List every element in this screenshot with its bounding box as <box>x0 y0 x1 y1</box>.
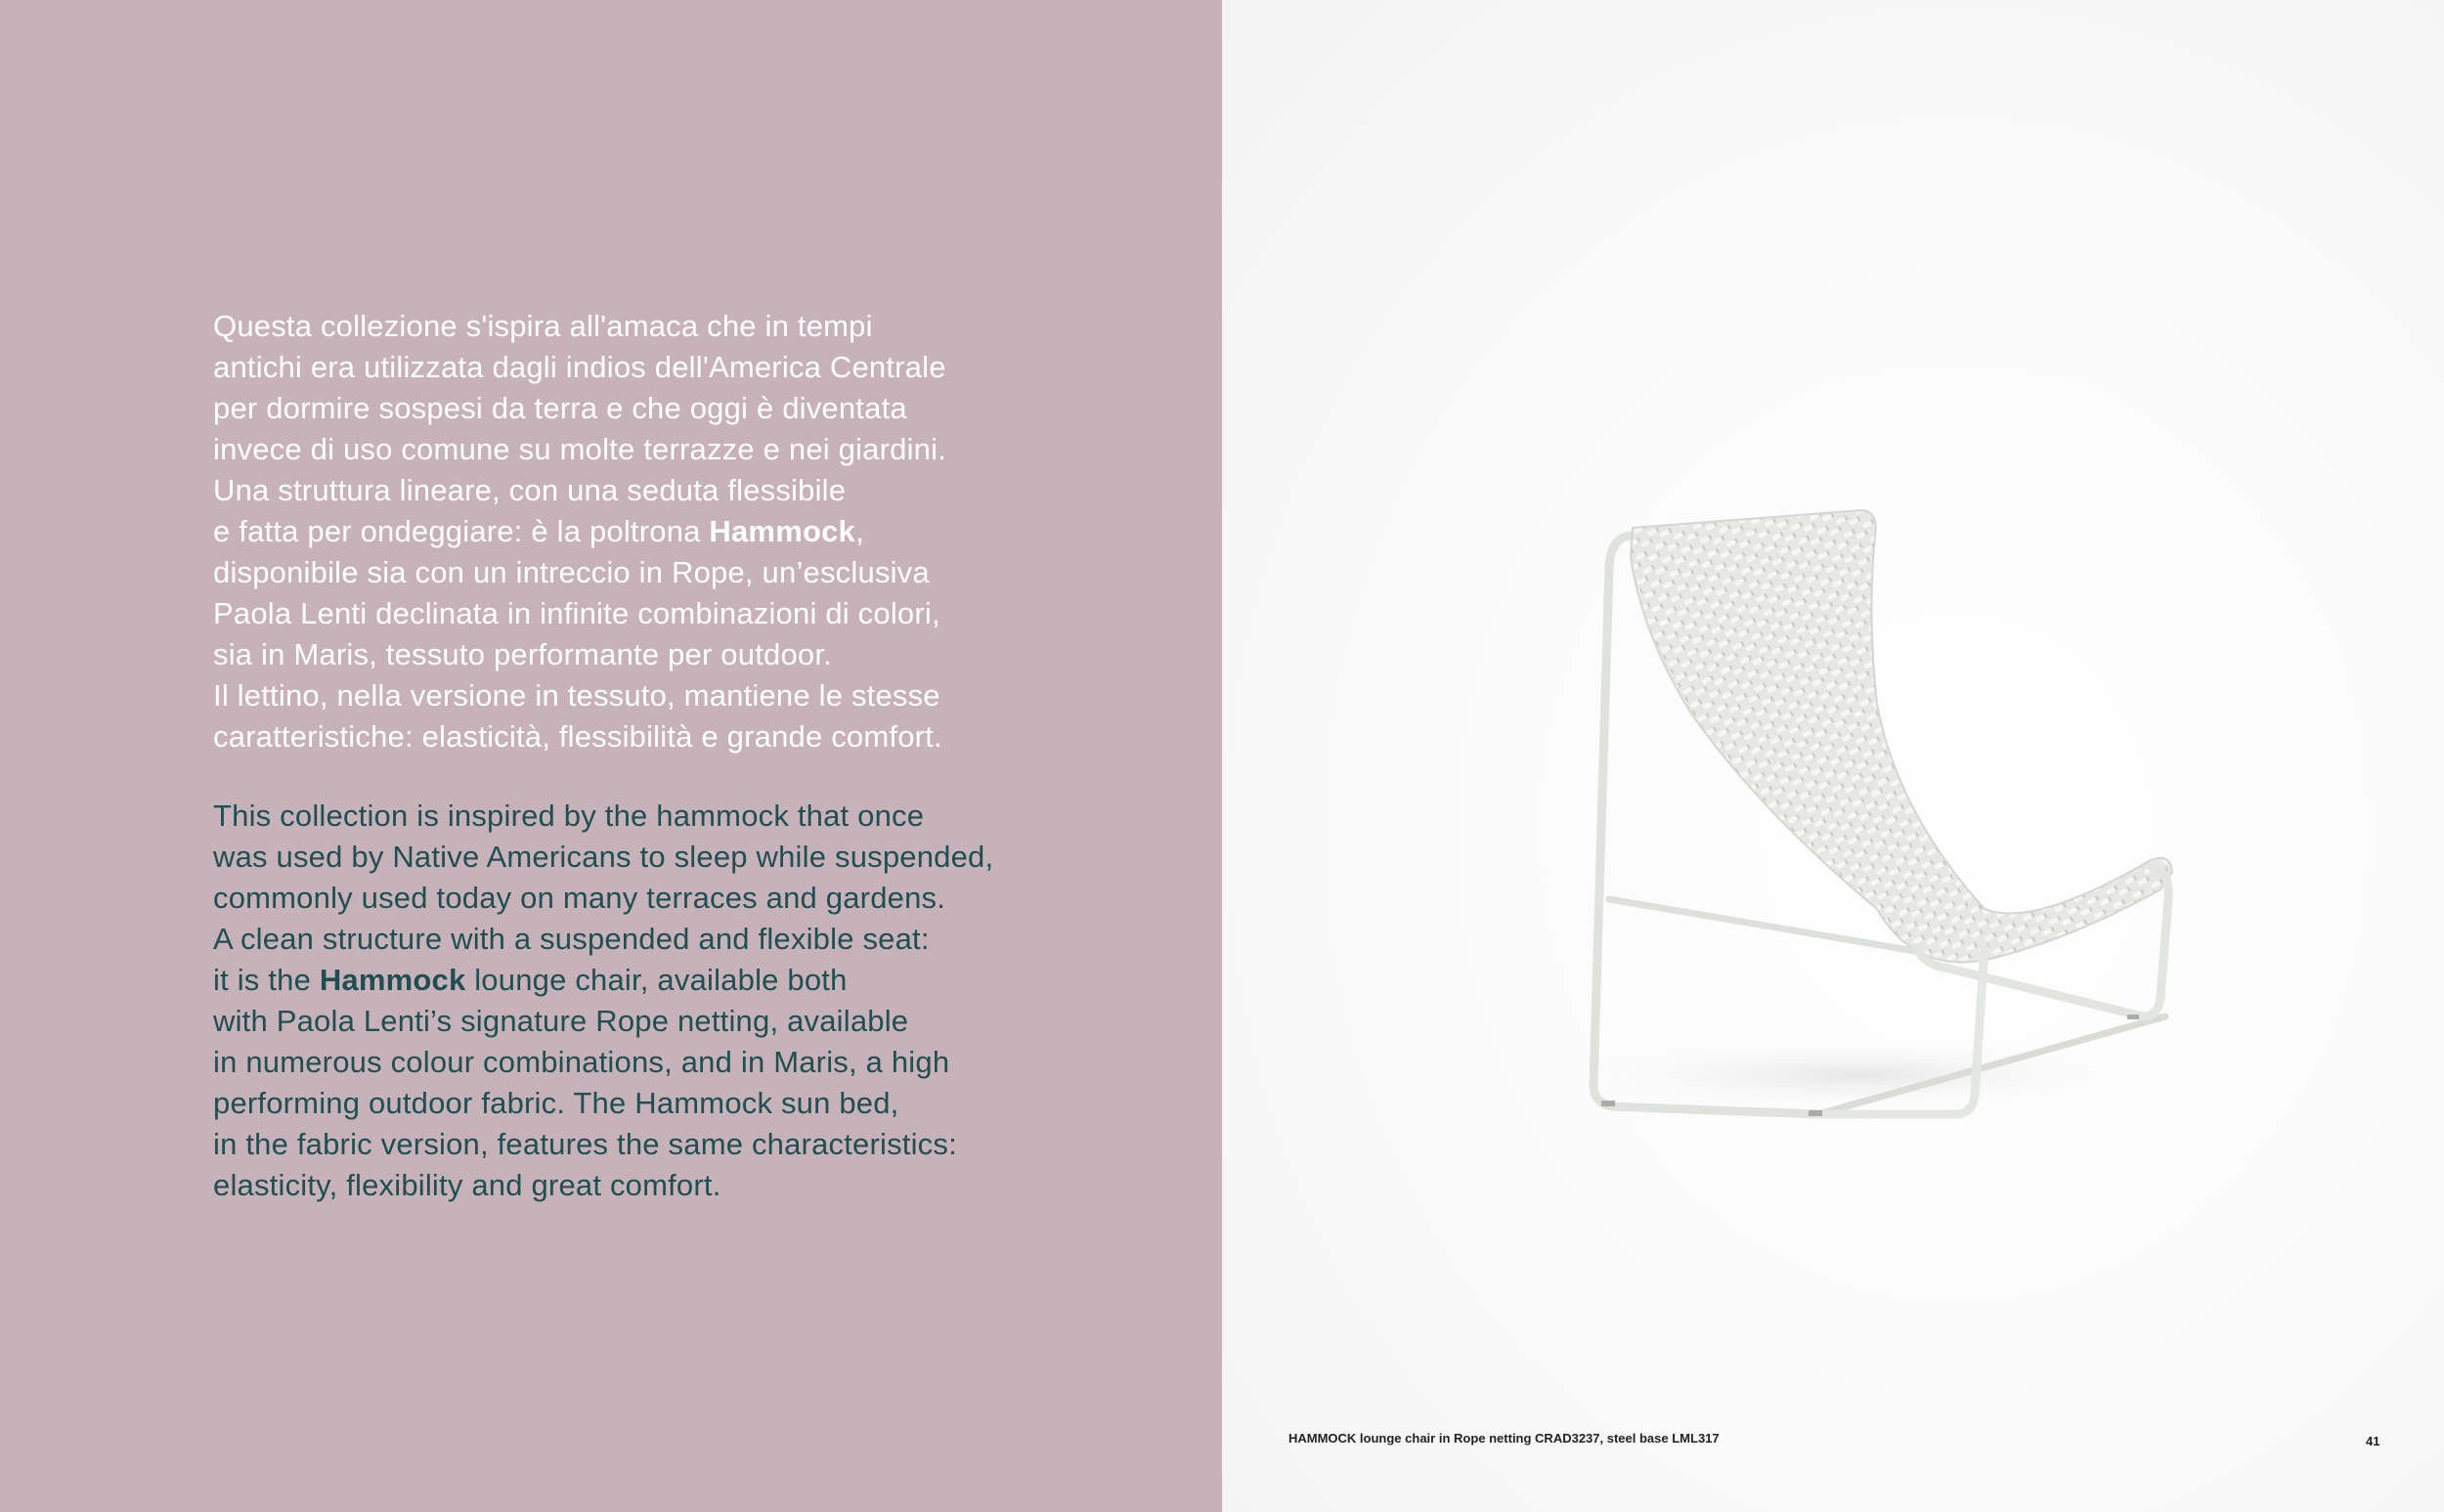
italian-line-with-product-name <box>213 511 1093 552</box>
italian-line: Una struttura lineare, con una seduta flessibile <box>213 473 847 507</box>
english-line-end: lounge chair, available both <box>465 963 848 997</box>
lounge-chair-photo <box>1525 489 2190 1134</box>
italian-line: Paola Lenti declinata in infinite combinazioni di colori, <box>213 596 940 630</box>
italian-line: invece di uso comune su molte terrazze e nei giardini. <box>213 432 947 466</box>
italian-line: Il lettino, nella versione in tessuto, mantiene le stesse <box>213 678 940 713</box>
chair-foot <box>1809 1110 1822 1116</box>
english-line-start: it is the <box>213 963 320 997</box>
chair-foot <box>2127 1015 2139 1019</box>
chair-foot <box>1601 1101 1615 1106</box>
english-line-with-product-name <box>213 960 1093 1001</box>
english-line: A clean structure with a suspended and flexible seat: <box>213 922 930 956</box>
chair-woven-seat <box>1631 510 2172 962</box>
italian-line: per dormire sospesi da terra e che oggi è diventata <box>213 391 907 425</box>
italian-line: disponibile sia con un intreccio in Rope, un’esclusiva <box>213 555 930 589</box>
italian-line-start: e fatta per ondeggiare: è la poltrona <box>213 514 710 548</box>
product-name-bold: Hammock <box>709 514 855 548</box>
italian-line: sia in Maris, tessuto performante per outdoor. <box>213 637 832 671</box>
italian-line: antichi era utilizzata dagli indios dell'America Centrale <box>213 350 946 384</box>
page-number: 41 <box>2366 1434 2380 1448</box>
italian-line-end: , <box>854 514 864 548</box>
product-name-bold: Hammock <box>319 963 466 997</box>
english-line: performing outdoor fabric. The Hammock sun bed, <box>213 1086 899 1120</box>
english-line: This collection is inspired by the hammock that once <box>213 799 925 833</box>
english-line: commonly used today on many terraces and gardens. <box>213 881 946 915</box>
english-line: was used by Native Americans to sleep while suspended, <box>213 840 994 874</box>
english-line: elasticity, flexibility and great comfort. <box>213 1168 721 1202</box>
english-line: in numerous colour combinations, and in Maris, a high <box>213 1045 950 1079</box>
italian-line: Questa collezione s'ispira all'amaca che in tempi <box>213 309 873 343</box>
english-line: in the fabric version, features the same characteristics: <box>213 1127 957 1161</box>
english-description <box>213 796 1093 1206</box>
italian-description <box>213 306 1093 757</box>
english-line: with Paola Lenti’s signature Rope netting, available <box>213 1004 909 1038</box>
photo-caption: HAMMOCK lounge chair in Rope netting CRAD3237, steel base LML317 <box>1288 1431 1720 1446</box>
italian-line: caratteristiche: elasticità, flessibilità e grande comfort. <box>213 719 942 754</box>
